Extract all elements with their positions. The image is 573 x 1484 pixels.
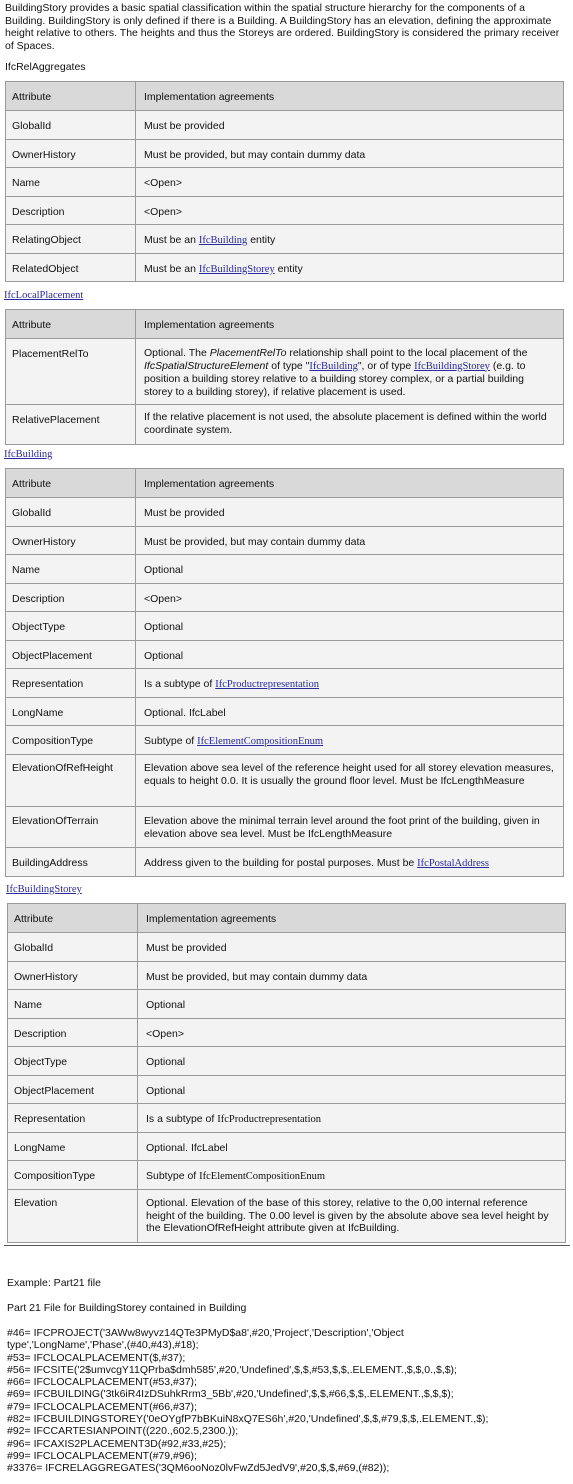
code-line: #56= IFCSITE('2$umvcgY11QPrba$dmh585',#20,'Undefined',$,$,#53,$,$,.ELEMENT.,$,$,0.,$,$); [7, 1363, 457, 1376]
attr-value: Must be provided [146, 942, 227, 954]
attr-name: RelatingObject [12, 234, 81, 246]
ifcbuilding-table [5, 468, 564, 877]
attr-name: CompositionType [14, 1170, 96, 1182]
attr-value-prefix: Must be an [144, 263, 199, 275]
table-row [6, 527, 564, 555]
italic-span: PlacementRelTo [209, 347, 287, 359]
attr-name: Representation [14, 1113, 86, 1125]
code-line: #53= IFCLOCALPLACEMENT($,#37); [7, 1351, 186, 1364]
header-attribute: Attribute [14, 913, 54, 925]
header-agreements: Implementation agreements [144, 319, 275, 331]
table-row [8, 962, 566, 990]
table-row [6, 612, 564, 641]
attr-name: ObjectPlacement [12, 650, 92, 662]
table-row [6, 168, 564, 197]
table-row [6, 698, 564, 726]
header-attribute: Attribute [12, 478, 52, 490]
table-header-row [6, 469, 564, 498]
attr-name: OwnerHistory [12, 149, 76, 161]
table-row [8, 1104, 566, 1133]
example-heading: Example: Part21 file [7, 1277, 101, 1289]
attr-value: Optional. Elevation of the base of this storey, relative to the 0,00 internal reference height of the building. The 0.00 level is given by the absolute above sea level height by the ElevationOfRefHeight attribute given at IfcBuilding. [146, 1197, 549, 1234]
type-name: IfcProductrepresentation [217, 1114, 322, 1125]
attr-value: Must be provided, but may contain dummy data [144, 536, 366, 548]
ifcbuilding-link[interactable]: IfcBuilding [309, 360, 358, 372]
attr-value: Must be provided [144, 120, 225, 132]
code-line: #69= IFCBUILDING('3tk6iR4IzDSuhkRrm3_5Bb',#20,'Undefined',$,$,#66,$,$,.ELEMENT.,$,$,$); [7, 1388, 454, 1401]
attr-value: Must be provided, but may contain dummy data [146, 971, 368, 983]
table-row [6, 339, 564, 405]
attr-name: RelatedObject [12, 263, 79, 275]
attr-name: Description [14, 1028, 67, 1040]
attr-value: Must be provided, but may contain dummy data [144, 149, 366, 161]
attr-name: RelativePlacement [12, 414, 100, 426]
attr-name: Description [12, 206, 65, 218]
text-span: relationship shall point to the local placement of the [286, 347, 528, 359]
text-span: Optional. The [144, 347, 210, 359]
table-row [6, 254, 564, 282]
table-header-row [6, 310, 564, 339]
attr-value-suffix: entity [274, 263, 303, 275]
attr-value-prefix: Is a subtype of [146, 1113, 218, 1125]
attr-name: Name [12, 564, 41, 576]
section-link-ifcbuildingstorey[interactable]: IfcBuildingStorey [6, 884, 82, 895]
attr-name: Elevation [14, 1197, 58, 1209]
table-row [6, 755, 564, 807]
table-row [8, 1161, 566, 1190]
attr-value: Optional [144, 564, 184, 576]
code-line: #66= IFCLOCALPLACEMENT(#53,#37); [7, 1376, 197, 1389]
table-row [8, 1019, 566, 1047]
code-line: #99= IFCLOCALPLACEMENT(#79,#96); [7, 1449, 197, 1462]
attr-value: Optional [146, 1056, 186, 1068]
attr-name: ElevationOfRefHeight [12, 762, 113, 774]
code-line: #3376= IFCRELAGGREGATES('3QM6ooNoz0lvFwZd5JedV9',#20,$,$,#69,(#82)); [7, 1462, 390, 1475]
attr-name: OwnerHistory [14, 971, 78, 983]
header-attribute: Attribute [12, 91, 52, 103]
attr-value: Optional. IfcLabel [146, 1142, 228, 1154]
table-row [6, 848, 564, 877]
table-row [6, 669, 564, 698]
attr-value: Optional. IfcLabel [144, 707, 226, 719]
text-span: (e.g. to position a building storey relative to a building storey complex, or a partial building storey to a building storey), if relative placement is used. [144, 359, 526, 398]
intro-paragraph: BuildingStory provides a basic spatial classification within the spatial structure hierarchy for the components of a Building. BuildingStory is only defined if there is a Building. A BuildingStory has an elevation, defining the approximate height relative to others. The heights and thus the Storeys are ordered. BuildingStory is considered the primary receiver of Spaces. [5, 2, 560, 52]
attr-value: Optional [144, 650, 184, 662]
attr-value: Optional [146, 999, 186, 1011]
ifcproductrepresentation-link[interactable]: IfcProductrepresentation [215, 679, 320, 690]
code-line: #92= IFCCARTESIANPOINT((220.,602.5,2300.)); [7, 1425, 239, 1438]
table-header-row [6, 82, 564, 111]
italic-span: IfcSpatialStructureElement [144, 359, 269, 372]
attr-value-prefix: Subtype of [146, 1170, 200, 1182]
attr-name: LongName [14, 1142, 66, 1154]
attr-name: ObjectPlacement [14, 1085, 94, 1097]
attr-name: LongName [12, 707, 64, 719]
attr-value: Elevation above sea level of the reference height used for all storey elevation measures, equals to height 0.0. It is usually the ground floor level. Must be IfcLengthMeasure [144, 762, 554, 787]
attr-value-prefix: Address given to the building for postal purposes. Must be [144, 857, 418, 869]
text-span: of type " [268, 359, 310, 372]
attr-name: BuildingAddress [12, 857, 88, 869]
attr-name: ObjectType [14, 1056, 68, 1068]
attr-name: ElevationOfTerrain [12, 815, 99, 827]
attr-value: <Open> [144, 177, 182, 189]
attr-value: <Open> [146, 1028, 184, 1040]
table-row [6, 807, 564, 848]
attr-name: GlobalId [12, 120, 52, 132]
part21-code-block [7, 1327, 567, 1475]
code-line: #46= IFCPROJECT('3AWw8wyvz14QTe3PMyD$a8',#20,'Project','Description','Object [7, 1327, 404, 1339]
table-row [8, 933, 566, 962]
attr-name: Representation [12, 678, 84, 690]
attr-name: PlacementRelTo [12, 348, 89, 360]
table-row [6, 641, 564, 669]
ifcbuildingstorey-link[interactable]: IfcBuildingStorey [198, 264, 275, 275]
type-name: IfcElementCompositionEnum [199, 1171, 326, 1182]
attr-value: Elevation above the minimal terrain level around the foot print of the building, given in elevation above sea level. Must be IfcLengthMeasure [144, 815, 540, 840]
attr-value: <Open> [144, 206, 182, 218]
ifcbuilding-link[interactable]: IfcBuilding [198, 235, 248, 246]
attr-name: Description [12, 593, 65, 605]
text-span: ", or of type [357, 359, 415, 372]
table-row [6, 197, 564, 225]
header-agreements: Implementation agreements [144, 91, 275, 103]
code-line: #82= IFCBUILDINGSTOREY('0eOYgfP7bBKuiN8xQ7ES6h',#20,'Undefined',$,$,#79,$,$,.ELEMENT.,$); [7, 1413, 489, 1426]
attr-value: Must be provided [144, 507, 225, 519]
section-link-ifcbuilding[interactable]: IfcBuilding [4, 449, 53, 460]
table-row [6, 140, 564, 168]
attr-name: ObjectType [12, 621, 66, 633]
section-title-relaggregates: IfcRelAggregates [5, 61, 86, 73]
ifcelementcompositionenum-link[interactable]: IfcElementCompositionEnum [197, 736, 324, 747]
table-row [8, 1190, 566, 1243]
attr-value-prefix: Is a subtype of [144, 678, 216, 690]
table-row [6, 498, 564, 527]
code-line: #79= IFCLOCALPLACEMENT(#66,#37); [7, 1400, 197, 1413]
table-row [6, 726, 564, 755]
localplacement-table [5, 309, 564, 445]
relaggregates-table [5, 81, 564, 282]
table-row [6, 584, 564, 612]
table-row [8, 1133, 566, 1161]
attr-value: Optional [146, 1085, 186, 1097]
example-subheading: Part 21 File for BuildingStorey contained in Building [7, 1302, 247, 1314]
attr-name: GlobalId [12, 507, 52, 519]
attr-name: Name [12, 177, 41, 189]
table-row [6, 111, 564, 140]
table-row [8, 1047, 566, 1076]
section-link-localplacement[interactable]: IfcLocalPlacement [4, 290, 84, 301]
table-row [8, 990, 566, 1019]
header-attribute: Attribute [12, 319, 52, 331]
code-line: #96= IFCAXIS2PLACEMENT3D(#92,#33,#25); [7, 1437, 227, 1450]
attr-value: Optional [144, 621, 184, 633]
attr-value-suffix: entity [247, 234, 276, 246]
ifcpostaladdress-link[interactable]: IfcPostalAddress [417, 858, 489, 869]
attr-value: If the relative placement is not used, the absolute placement is defined within the world coordinate system. [144, 411, 547, 436]
attr-name: GlobalId [14, 942, 54, 954]
table-row [8, 1076, 566, 1104]
attr-name: OwnerHistory [12, 536, 76, 548]
attr-value-prefix: Must be an [144, 234, 199, 246]
header-agreements: Implementation agreements [144, 478, 275, 490]
header-agreements: Implementation agreements [146, 913, 277, 925]
attr-value-prefix: Subtype of [144, 735, 198, 747]
ifcbuildingstorey-table [7, 903, 566, 1243]
ifcbuildingstorey-link[interactable]: IfcBuildingStorey [414, 360, 490, 372]
table-header-row [8, 904, 566, 933]
attr-name: CompositionType [12, 735, 94, 747]
attr-value: <Open> [144, 593, 182, 605]
table-row [6, 555, 564, 584]
table-row [6, 225, 564, 254]
code-line: type','LongName','Phase',(#40,#43),#18); [7, 1339, 199, 1352]
attr-name: Name [14, 999, 43, 1011]
table-row [6, 405, 564, 445]
divider [4, 1245, 570, 1246]
